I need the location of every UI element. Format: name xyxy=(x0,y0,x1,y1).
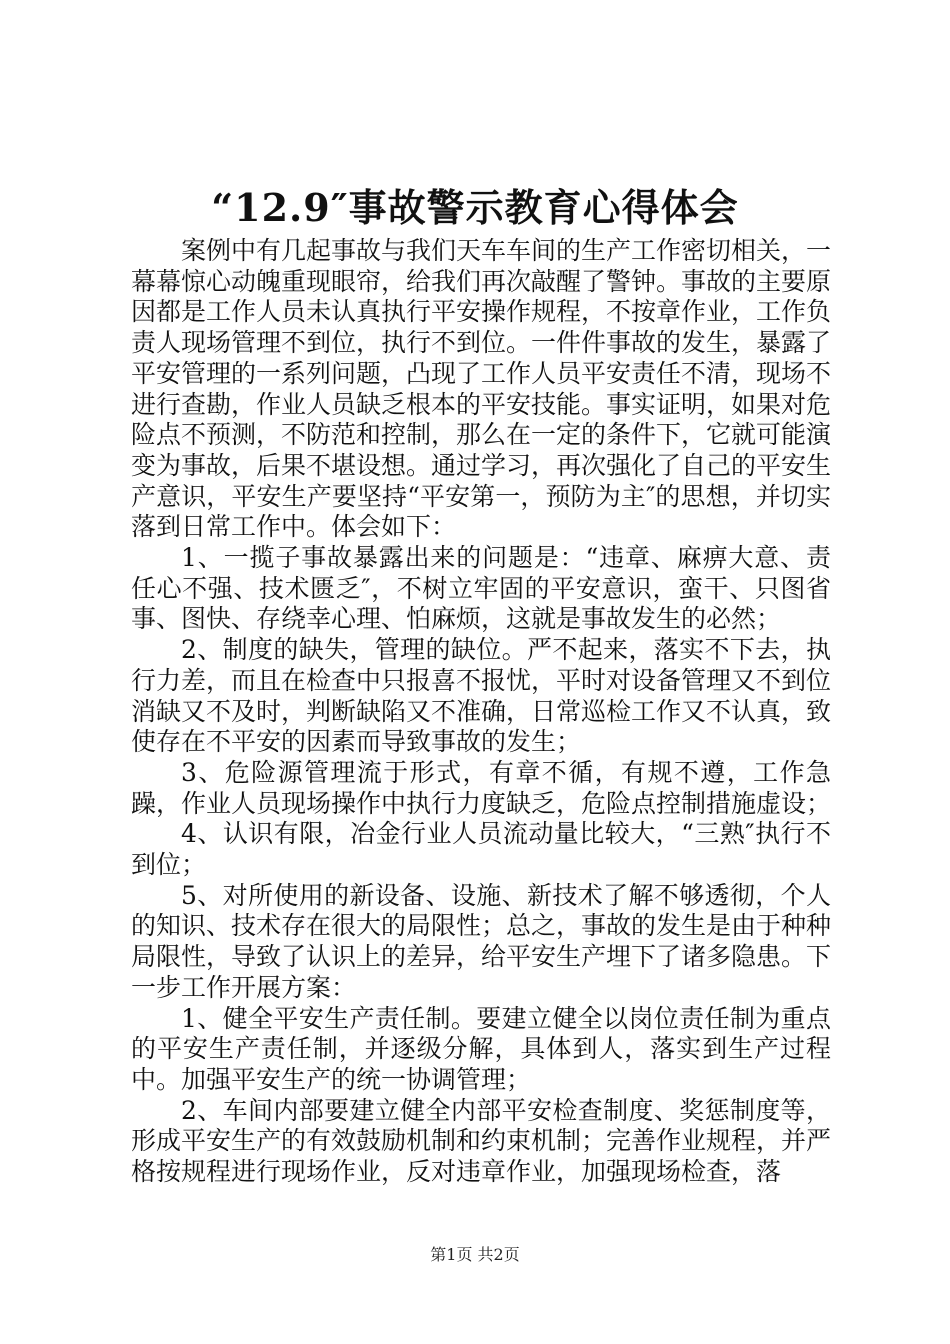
paragraph: 1、一揽子事故暴露出来的问题是：“违章、麻痹大意、责任心不强、技术匮乏″，不树立牢固的平安意识，蛮干、只图省事、图快、存绕幸心理、怕麻烦，这就是事故发生的必然； xyxy=(131,543,831,634)
document-body xyxy=(131,236,831,1188)
paragraph: 案例中有几起事故与我们天车车间的生产工作密切相关，一幕幕惊心动魄重现眼帘，给我们再次敲醒了警钟。事故的主要原因都是工作人员未认真执行平安操作规程，不按章作业，工作负责人现场管理不到位，执行不到位。一件件事故的发生，暴露了平安管理的一系列问题，凸现了工作人员平安责任不清，现场不进行查勘，作业人员缺乏根本的平安技能。事实证明，如果对危险点不预测，不防范和控制，那么在一定的条件下，它就可能演变为事故，后果不堪设想。通过学习，再次强化了自己的平安生产意识，平安生产要坚持“平安第一，预防为主″的思想，并切实落到日常工作中。体会如下： xyxy=(131,236,832,542)
paragraph: 2、制度的缺失，管理的缺位。严不起来，落实不下去，执行力差，而且在检查中只报喜不报忧，平时对设备管理又不到位消缺又不及时，判断缺陷又不准确，日常巡检工作又不认真，致使存在不平安的因素而导致事故的发生； xyxy=(131,635,832,757)
page-footer: 第1页 共2页 xyxy=(430,1245,520,1264)
paragraph: 1、健全平安生产责任制。要建立健全以岗位责任制为重点的平安生产责任制，并逐级分解，具体到人，落实到生产过程中。加强平安生产的统一协调管理； xyxy=(131,1003,831,1094)
paragraph: 4、认识有限，冶金行业人员流动量比较大，“三熟″执行不到位； xyxy=(131,819,831,880)
paragraph: 2、车间内部要建立健全内部平安检查制度、奖惩制度等，形成平安生产的有效鼓励机制和约束机制；完善作业规程，并严格按规程进行现场作业，反对违章作业，加强现场检查，落 xyxy=(131,1095,832,1187)
paragraph: 5、对所使用的新设备、设施、新技术了解不够透彻，个人的知识、技术存在很大的局限性；总之，事故的发生是由于种种局限性，导致了认识上的差异，给平安生产埋下了诸多隐患。下一步工作开展方案： xyxy=(131,880,832,1002)
paragraph: 3、危险源管理流于形式，有章不循，有规不遵，工作急躁，作业人员现场操作中执行力度缺乏，危险点控制措施虚设； xyxy=(131,757,832,818)
document-title: “12.9″事故警示教育心得体会 xyxy=(211,185,739,230)
